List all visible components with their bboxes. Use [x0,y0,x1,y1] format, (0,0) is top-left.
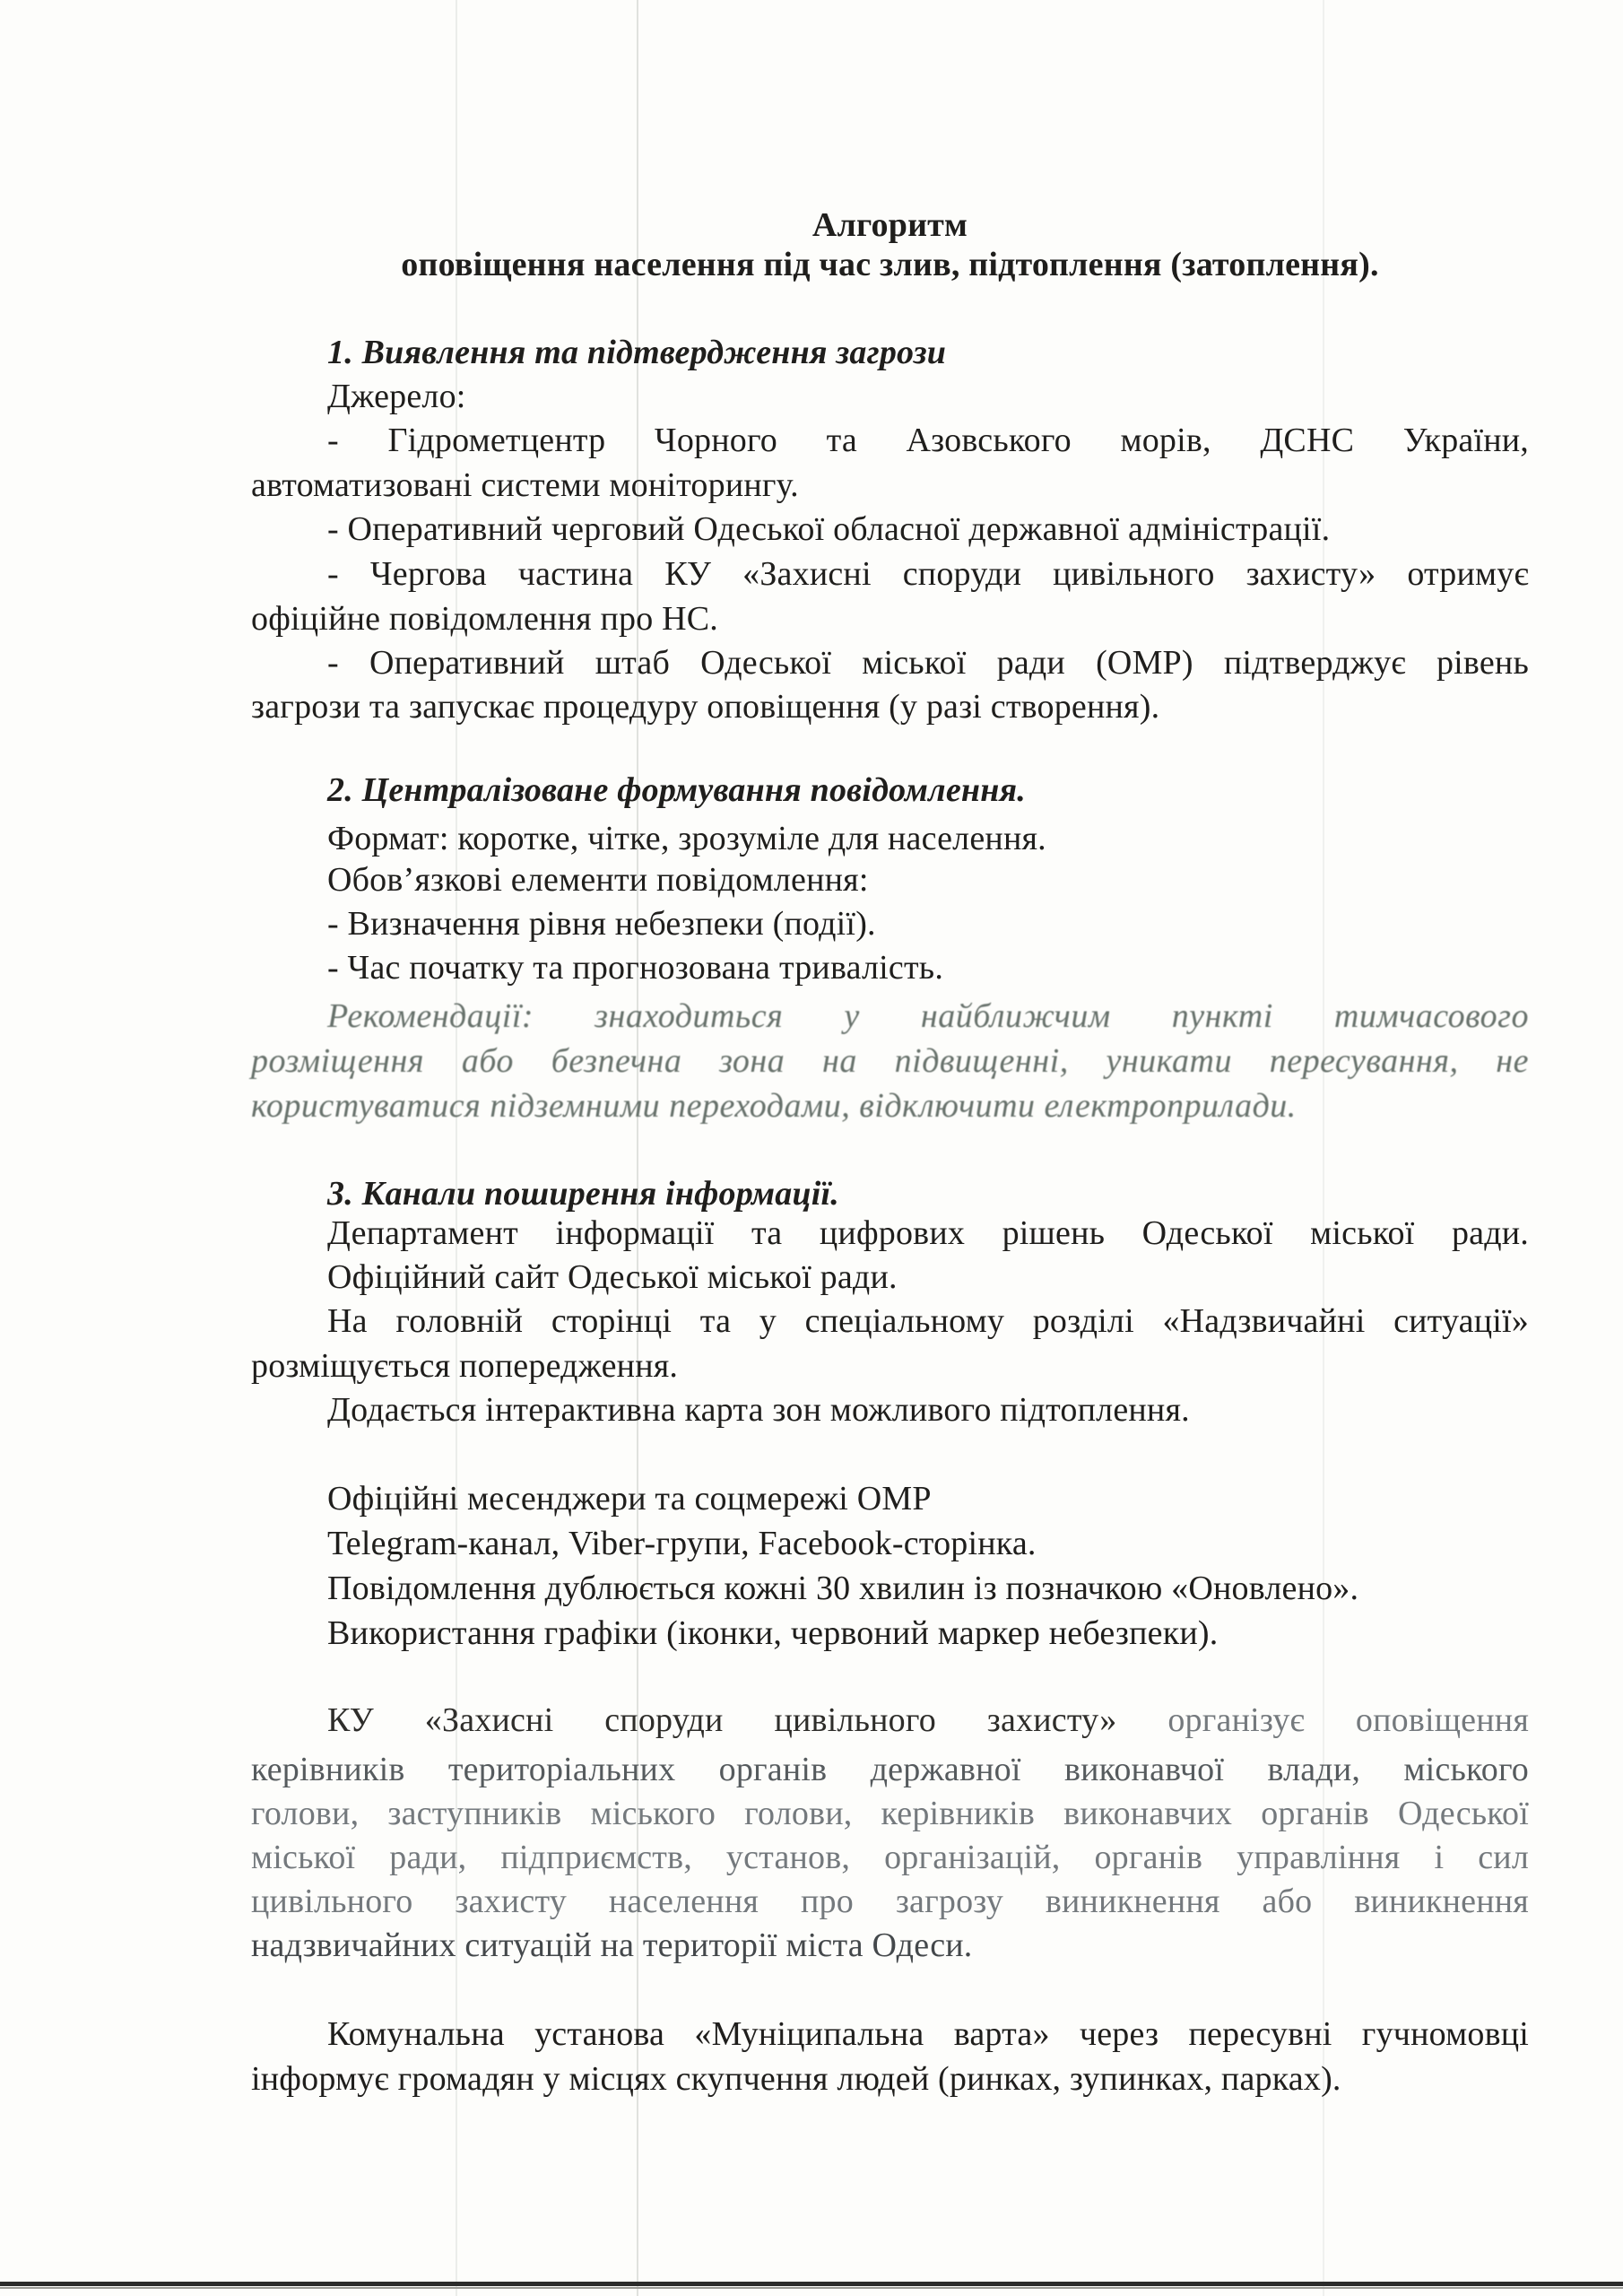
section-3-heading: 3. Канали поширення інформації. [327,1175,840,1213]
messengers-line: Повідомлення дублюється кожні 30 хвилин із позначкою «Оновлено». [327,1570,1359,1607]
ku-paragraph-line: керівників територіальних органів державної виконавчої влади, міського [251,1751,1529,1788]
ku-lead-text: КУ «Захисні споруди цивільного захисту» [327,1701,1117,1739]
varta-paragraph-line: інформує громадян у місцях скупчення людей (ринках, зупинках, парках). [251,2060,1341,2098]
messengers-line: Офіційні месенджери та соцмережі ОМР [327,1480,932,1518]
recommendation-line: Рекомендації: знаходиться у найближчим пункті тимчасового [327,997,1529,1035]
section-2-line: - Час початку та прогнозована тривалість. [327,949,944,987]
section-3-line: розміщується попередження. [251,1347,679,1385]
section-3-line: На головній сторінці та у спеціальному розділі «Надзвичайні ситуації» [327,1302,1529,1340]
section-1-line: - Оперативний штаб Одеської міської ради (ОМР) підтверджує рівень [327,644,1529,682]
section-1-line: автоматизовані системи моніторингу. [251,466,799,504]
section-1-line: загрози та запускає процедуру оповіщення (у разі створення). [251,688,1160,726]
ku-paragraph-line: голови, заступників міського голови, керівників виконавчих органів Одеської [251,1795,1529,1832]
section-3-line: Додається інтерактивна карта зон можливого підтоплення. [327,1391,1190,1429]
ku-paragraph-line: міської ради, підприємств, установ, організацій, органів управління і сил [251,1839,1529,1876]
section-3-line: Офіційний сайт Одеської міської ради. [327,1258,898,1296]
section-3-line: Департамент інформації та цифрових рішень Одеської міської ради. [327,1214,1529,1252]
section-1-heading: 1. Виявлення та підтвердження загрози [327,334,947,371]
ku-paragraph-line: надзвичайних ситуацій на території міста Одеси. [251,1926,973,1964]
section-1-line: офіційне повідомлення про НС. [251,600,719,638]
section-1-line: - Оперативний черговий Одеської обласної державної адміністрації. [327,510,1331,548]
recommendation-line: розміщення або безпечна зона на підвищенні, уникати пересування, не [251,1042,1529,1080]
varta-paragraph-line: Комунальна установа «Муніципальна варта» через пересувні гучномовці [327,2015,1529,2053]
section-2-line: Формат: коротке, чітке, зрозуміле для населення. [327,820,1046,857]
section-1-line: - Гідрометцентр Чорного та Азовського морів, ДСНС України, [327,422,1529,459]
section-2-heading: 2. Централізоване формування повідомлення. [327,771,1026,809]
messengers-line: Telegram-канал, Viber-групи, Facebook-сторінка. [327,1525,1037,1562]
page-bottom-edge [0,2282,1623,2286]
ku-lead-rest-text: організує оповіщення [1167,1701,1530,1739]
section-1-line: Джерело: [327,378,466,415]
ku-paragraph-line [251,1700,1529,1741]
messengers-line: Використання графіки (іконки, червоний маркер небезпеки). [327,1614,1219,1652]
section-2-line: - Визначення рівня небезпеки (події). [327,905,876,943]
doc-title-line-2: оповіщення населення під час злив, підтоплення (затоплення). [401,246,1379,283]
page-bottom-edge-shadow [0,2287,1623,2289]
section-1-line: - Чергова частина КУ «Захисні споруди цивільного захисту» отримує [327,555,1529,593]
doc-title-line-1: Алгоритм [812,206,968,244]
ku-paragraph-line: цивільного захисту населення про загрозу виникнення або виникнення [251,1883,1529,1920]
section-2-line: Обов’язкові елементи повідомлення: [327,861,869,899]
recommendation-line: користуватися підземними переходами, відключити електроприлади. [251,1087,1297,1125]
